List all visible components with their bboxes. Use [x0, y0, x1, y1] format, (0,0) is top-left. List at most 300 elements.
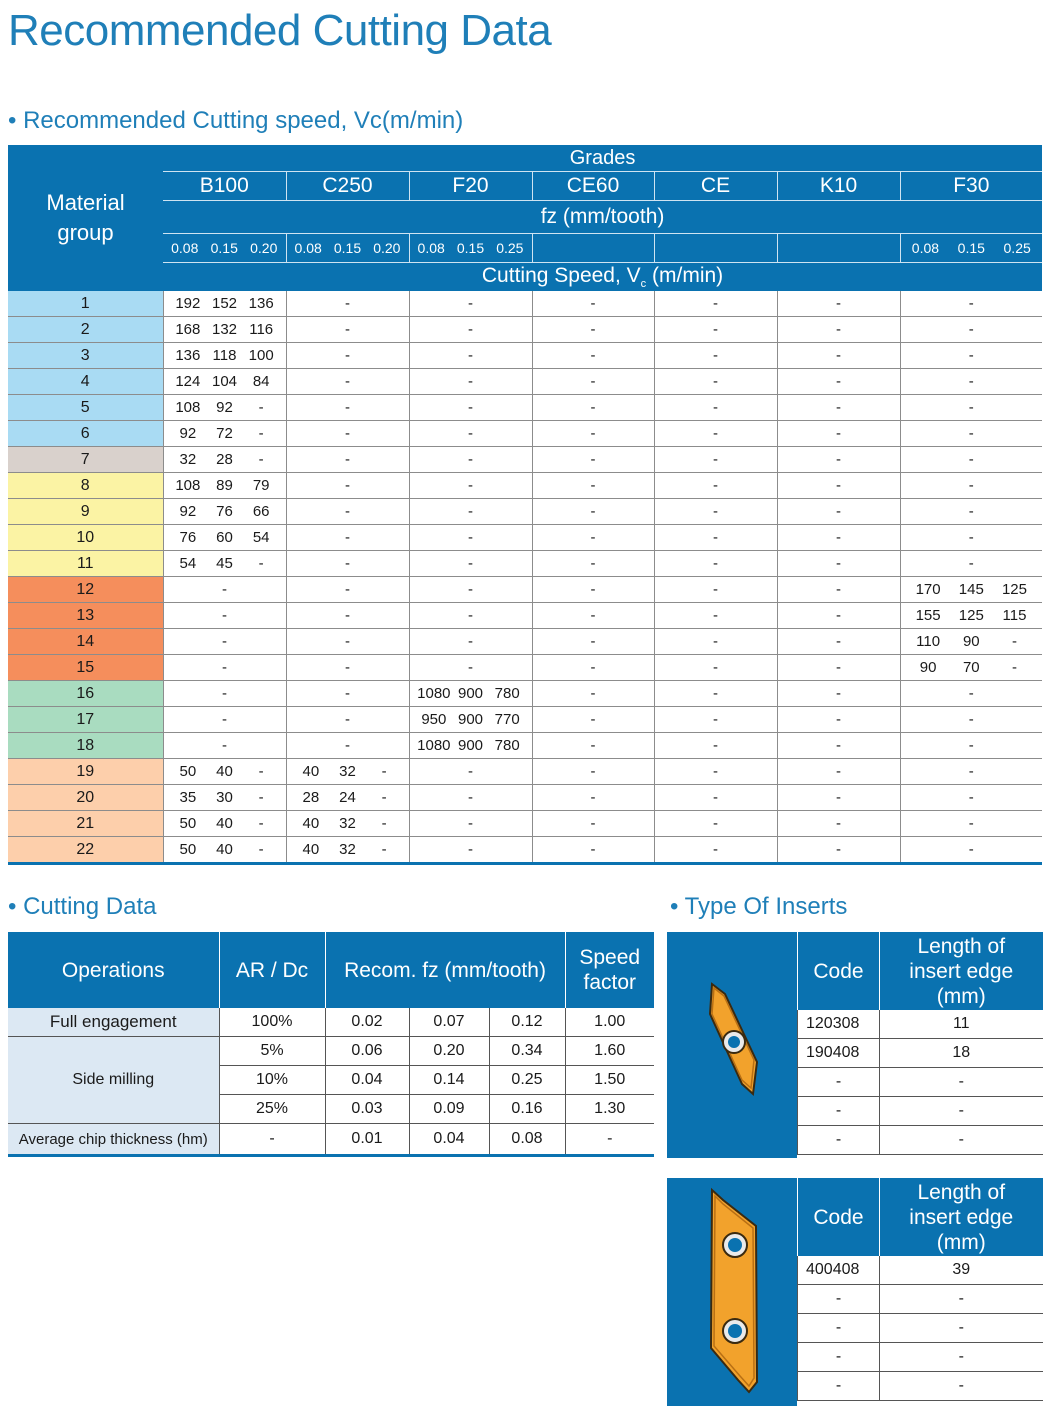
insert-code: 190408	[798, 1039, 880, 1068]
fz-values-f30	[900, 234, 1042, 263]
speed-cell: -	[286, 395, 409, 421]
speed-value: -	[381, 841, 387, 858]
speed-cell: -	[532, 603, 654, 629]
material-group-cell: 19	[8, 759, 163, 785]
speed-cell: -	[654, 499, 777, 525]
speed-value: 92	[179, 503, 197, 520]
speed-cell: -	[777, 499, 900, 525]
speed-cell: -	[532, 499, 654, 525]
speed-value: 770	[494, 711, 520, 728]
fz-header: fz (mm/tooth)	[163, 201, 1042, 234]
speed-cell: -	[654, 733, 777, 759]
speed-cell: -	[654, 629, 777, 655]
speed-value: 108	[175, 399, 201, 416]
speed-cell: -	[532, 759, 654, 785]
speed-value: 170	[915, 581, 941, 598]
material-group-cell: 2	[8, 317, 163, 343]
speed-cell	[409, 681, 532, 707]
speed-cell: -	[409, 343, 532, 369]
insert-edge-length: -	[880, 1097, 1043, 1126]
speed-cell: -	[532, 811, 654, 837]
speed-cell: -	[409, 603, 532, 629]
speed-cell: -	[532, 837, 654, 864]
speed-value: 32	[339, 763, 356, 780]
speed-cell: -	[654, 551, 777, 577]
speed-cell: -	[777, 707, 900, 733]
speed-cell: -	[654, 421, 777, 447]
insert-table	[797, 932, 1043, 1155]
fz-value: 0.08	[294, 240, 322, 256]
speed-cell: -	[777, 525, 900, 551]
speed-cell: -	[163, 603, 286, 629]
speed-value: -	[258, 815, 264, 832]
speed-cell: -	[409, 291, 532, 317]
table-row	[8, 837, 1042, 864]
speed-cell: -	[777, 733, 900, 759]
speed-cell: -	[532, 525, 654, 551]
table-row	[8, 811, 1042, 837]
table-row	[8, 343, 1042, 369]
speed-cell: -	[532, 343, 654, 369]
insert-edge-length: -	[880, 1126, 1043, 1155]
speed-cell: -	[900, 447, 1042, 473]
fz-value: 0.34	[489, 1037, 565, 1066]
speed-value: 92	[179, 425, 197, 442]
section-title-cutting-speed: • Recommended Cutting speed, Vc(m/min)	[8, 107, 464, 134]
speed-cell	[409, 733, 532, 759]
speed-value: -	[258, 763, 264, 780]
grade-header-ce60: CE60	[532, 172, 654, 201]
speed-cell: -	[286, 629, 409, 655]
fz-value: 0.04	[325, 1066, 409, 1095]
speed-cell: -	[900, 421, 1042, 447]
speed-cell: -	[777, 603, 900, 629]
table-row	[8, 759, 1042, 785]
speed-cell	[900, 629, 1042, 655]
table-row	[8, 785, 1042, 811]
speed-value: 132	[211, 321, 238, 338]
table-row	[798, 1097, 1043, 1126]
speed-cell	[163, 759, 286, 785]
speed-value: 104	[211, 373, 238, 390]
speed-cell	[900, 603, 1042, 629]
speed-cell: -	[654, 447, 777, 473]
speed-factor-value: 1.00	[565, 1008, 654, 1037]
material-group-cell: 11	[8, 551, 163, 577]
insert-code: -	[798, 1097, 880, 1126]
table-row	[8, 655, 1042, 681]
speed-cell: -	[409, 759, 532, 785]
speed-cell: -	[409, 447, 532, 473]
speed-cell: -	[654, 525, 777, 551]
speed-cell: -	[777, 421, 900, 447]
table-row	[798, 1039, 1043, 1068]
table-row	[798, 1010, 1043, 1039]
speed-cell: -	[286, 369, 409, 395]
speed-cell: -	[409, 811, 532, 837]
material-group-cell: 21	[8, 811, 163, 837]
speed-value: 116	[249, 321, 274, 338]
speed-cell: -	[532, 707, 654, 733]
fz-value: 0.20	[250, 240, 278, 256]
speed-cell: -	[654, 837, 777, 864]
speed-cell: -	[532, 447, 654, 473]
speed-cell	[163, 421, 286, 447]
speed-factor-value: 1.30	[565, 1095, 654, 1124]
speed-value: 100	[248, 347, 274, 364]
fz-value: 0.15	[456, 240, 485, 256]
speed-cell: -	[777, 317, 900, 343]
speed-cell: -	[777, 655, 900, 681]
speed-cell: -	[409, 629, 532, 655]
table-row	[8, 733, 1042, 759]
speed-cell	[163, 473, 286, 499]
insert-edge-length: 39	[880, 1256, 1043, 1285]
fz-value: 0.16	[489, 1095, 565, 1124]
ar-dc-value: -	[219, 1124, 325, 1156]
fz-values-b100	[163, 234, 286, 263]
speed-cell: -	[654, 603, 777, 629]
fz-values-c250	[286, 234, 409, 263]
speed-value: 30	[216, 789, 233, 806]
speed-cell: -	[654, 811, 777, 837]
speed-value: 40	[302, 815, 320, 832]
table-row	[8, 577, 1042, 603]
speed-value: -	[381, 763, 387, 780]
speed-cell	[163, 811, 286, 837]
speed-cell: -	[654, 707, 777, 733]
speed-cell: -	[409, 551, 532, 577]
speed-cell: -	[286, 707, 409, 733]
speed-cell: -	[532, 577, 654, 603]
fz-value: 0.25	[489, 1066, 565, 1095]
speed-value: 900	[457, 711, 484, 728]
speed-value: 110	[916, 633, 941, 650]
speed-factor-value: 1.60	[565, 1037, 654, 1066]
speed-cell: -	[900, 551, 1042, 577]
table-row	[8, 1037, 654, 1066]
speed-value: 108	[175, 477, 201, 494]
speed-cell: -	[286, 603, 409, 629]
speed-cell	[163, 551, 286, 577]
speed-value: 1080	[417, 685, 451, 702]
table-row	[8, 499, 1042, 525]
fz-value: 0.15	[333, 240, 362, 256]
speed-cell: -	[409, 317, 532, 343]
recom-fz-header: Recom. fz (mm/tooth)	[325, 932, 565, 1008]
speed-factor-value: 1.50	[565, 1066, 654, 1095]
speed-cell: -	[163, 733, 286, 759]
table-row	[8, 681, 1042, 707]
speed-value: 125	[1001, 581, 1027, 598]
cutting-speed-table	[8, 145, 1042, 865]
speed-cell	[286, 759, 409, 785]
speed-cell: -	[900, 473, 1042, 499]
insert-picture-panel	[667, 932, 797, 1158]
speed-cell: -	[409, 421, 532, 447]
speed-value: -	[258, 555, 264, 572]
fz-value: 0.08	[171, 240, 199, 256]
table-row	[8, 473, 1042, 499]
material-group-cell: 16	[8, 681, 163, 707]
speed-value: 89	[216, 477, 233, 494]
section-title-cutting-data: • Cutting Data	[8, 893, 157, 920]
speed-factor-header: Speed factor	[565, 932, 654, 1008]
speed-cell: -	[900, 785, 1042, 811]
speed-cell	[163, 837, 286, 864]
speed-value: -	[258, 425, 264, 442]
speed-value: 90	[919, 659, 937, 676]
speed-cell: -	[409, 655, 532, 681]
material-group-cell: 12	[8, 577, 163, 603]
speed-cell: -	[409, 577, 532, 603]
grade-header-f20: F20	[409, 172, 532, 201]
speed-cell	[163, 499, 286, 525]
speed-value: 900	[457, 685, 484, 702]
speed-cell: -	[777, 577, 900, 603]
speed-cell: -	[286, 343, 409, 369]
speed-cell	[163, 785, 286, 811]
speed-value: 70	[962, 659, 980, 676]
insert-code: -	[798, 1126, 880, 1155]
speed-value: 76	[179, 529, 197, 546]
table-row	[798, 1256, 1043, 1285]
speed-value: 40	[216, 763, 233, 780]
speed-value: -	[1011, 633, 1017, 650]
ar-dc-header: AR / Dc	[219, 932, 325, 1008]
material-group-cell: 3	[8, 343, 163, 369]
insert-code: -	[798, 1068, 880, 1097]
insert-code: 400408	[798, 1256, 880, 1285]
speed-cell: -	[654, 577, 777, 603]
speed-cell	[163, 291, 286, 317]
material-group-cell: 14	[8, 629, 163, 655]
speed-value: 28	[216, 451, 233, 468]
material-group-cell: 13	[8, 603, 163, 629]
speed-cell: -	[163, 681, 286, 707]
table-row	[8, 629, 1042, 655]
insert-picture-panel	[667, 1178, 797, 1406]
speed-value: 1080	[417, 737, 451, 754]
speed-cell: -	[777, 551, 900, 577]
speed-value: 136	[248, 295, 274, 312]
speed-cell: -	[532, 291, 654, 317]
insert-block-long	[667, 1178, 1042, 1406]
speed-cell: -	[900, 525, 1042, 551]
fz-value: 0.25	[496, 240, 524, 256]
speed-cell	[163, 525, 286, 551]
speed-value: 118	[212, 347, 237, 364]
speed-value: 50	[179, 841, 197, 858]
material-group-cell: 17	[8, 707, 163, 733]
speed-value: -	[258, 451, 264, 468]
insert-edge-length: 11	[880, 1010, 1043, 1039]
fz-value: 0.07	[409, 1008, 489, 1037]
table-row	[8, 369, 1042, 395]
ar-dc-value: 10%	[219, 1066, 325, 1095]
speed-value: 50	[179, 763, 197, 780]
speed-cell	[900, 577, 1042, 603]
speed-cell: -	[900, 395, 1042, 421]
speed-cell: -	[286, 473, 409, 499]
material-group-cell: 1	[8, 291, 163, 317]
insert-code: 120308	[798, 1010, 880, 1039]
speed-cell: -	[409, 395, 532, 421]
table-row	[8, 421, 1042, 447]
page-title: Recommended Cutting Data	[8, 6, 552, 55]
fz-values-ce	[654, 234, 777, 263]
speed-value: 60	[216, 529, 233, 546]
speed-value: 168	[175, 321, 201, 338]
material-group-cell: 8	[8, 473, 163, 499]
speed-cell: -	[163, 655, 286, 681]
cutting-data-table	[8, 932, 654, 1157]
table-row	[798, 1314, 1043, 1343]
grade-header-c250: C250	[286, 172, 409, 201]
speed-value: 28	[302, 789, 320, 806]
table-row	[8, 291, 1042, 317]
grade-header-k10: K10	[777, 172, 900, 201]
grades-header: Grades	[163, 145, 1042, 172]
speed-cell: -	[532, 655, 654, 681]
table-row	[8, 707, 1042, 733]
speed-value: 72	[216, 425, 233, 442]
table-row	[8, 603, 1042, 629]
speed-value: -	[1011, 659, 1017, 676]
speed-cell: -	[286, 499, 409, 525]
speed-cell	[286, 785, 409, 811]
grade-header-f30: F30	[900, 172, 1042, 201]
speed-factor-value: -	[565, 1124, 654, 1156]
fz-values-k10	[777, 234, 900, 263]
insert-block-rhombic	[667, 932, 1042, 1158]
speed-value: 32	[339, 815, 356, 832]
section-title-inserts: • Type Of Inserts	[670, 893, 848, 920]
table-row	[798, 1343, 1043, 1372]
table-row	[8, 525, 1042, 551]
speed-cell: -	[654, 395, 777, 421]
speed-cell: -	[777, 369, 900, 395]
speed-cell	[900, 655, 1042, 681]
speed-cell: -	[532, 681, 654, 707]
speed-cell: -	[532, 551, 654, 577]
speed-value: 125	[958, 607, 984, 624]
speed-value: 40	[216, 815, 233, 832]
fz-value: 0.14	[409, 1066, 489, 1095]
fz-values-f20	[409, 234, 532, 263]
fz-value: 0.08	[489, 1124, 565, 1156]
speed-cell	[286, 811, 409, 837]
speed-cell: -	[900, 499, 1042, 525]
material-group-cell: 7	[8, 447, 163, 473]
insert-edge-length: 18	[880, 1039, 1043, 1068]
table-row	[798, 1372, 1043, 1401]
speed-cell	[286, 837, 409, 864]
operation-label: Average chip thickness (hm)	[8, 1124, 219, 1156]
speed-cell: -	[532, 473, 654, 499]
fz-value: 0.08	[911, 240, 940, 256]
speed-cell: -	[532, 785, 654, 811]
speed-cell: -	[532, 629, 654, 655]
table-row	[798, 1126, 1043, 1155]
speed-value: 90	[962, 633, 980, 650]
long-insert-icon	[667, 1178, 797, 1406]
table-row	[8, 395, 1042, 421]
speed-value: 780	[494, 737, 520, 754]
fz-value: 0.20	[409, 1037, 489, 1066]
fz-values-ce60	[532, 234, 654, 263]
speed-value: 50	[179, 815, 197, 832]
table-row	[8, 551, 1042, 577]
speed-value: -	[381, 815, 387, 832]
insert-code: -	[798, 1372, 880, 1401]
speed-cell: -	[900, 369, 1042, 395]
speed-cell: -	[777, 629, 900, 655]
insert-table	[797, 1178, 1043, 1401]
speed-value: -	[381, 789, 387, 806]
speed-value: 155	[915, 607, 941, 624]
speed-cell: -	[286, 421, 409, 447]
insert-edge-length: -	[880, 1314, 1043, 1343]
speed-cell: -	[654, 317, 777, 343]
insert-edge-length: -	[880, 1285, 1043, 1314]
speed-cell: -	[900, 291, 1042, 317]
speed-cell: -	[777, 681, 900, 707]
grade-header-b100: B100	[163, 172, 286, 201]
speed-cell	[163, 343, 286, 369]
speed-value: 900	[457, 737, 484, 754]
speed-value: 32	[339, 841, 356, 858]
speed-cell: -	[163, 707, 286, 733]
table-row	[8, 1008, 654, 1037]
speed-cell: -	[900, 733, 1042, 759]
fz-value: 0.09	[409, 1095, 489, 1124]
fz-value: 0.20	[373, 240, 401, 256]
operations-header: Operations	[8, 932, 219, 1008]
speed-value: 136	[175, 347, 201, 364]
speed-cell: -	[654, 291, 777, 317]
insert-code: -	[798, 1314, 880, 1343]
speed-cell: -	[286, 525, 409, 551]
speed-cell: -	[409, 473, 532, 499]
speed-value: 92	[216, 399, 233, 416]
speed-value: 66	[252, 503, 270, 520]
code-header: Code	[798, 932, 880, 1010]
speed-cell	[163, 317, 286, 343]
speed-value: 45	[216, 555, 233, 572]
speed-cell: -	[777, 837, 900, 864]
speed-cell: -	[777, 811, 900, 837]
insert-edge-length: -	[880, 1068, 1043, 1097]
fz-value: 0.06	[325, 1037, 409, 1066]
speed-value: -	[258, 399, 264, 416]
speed-cell: -	[532, 733, 654, 759]
speed-value: 40	[216, 841, 233, 858]
insert-code: -	[798, 1285, 880, 1314]
speed-value: 32	[179, 451, 197, 468]
speed-cell: -	[654, 681, 777, 707]
speed-cell	[163, 395, 286, 421]
length-header: Length of insert edge (mm)	[880, 1178, 1043, 1256]
operation-label: Side milling	[8, 1037, 219, 1124]
speed-value: 950	[421, 711, 447, 728]
material-group-cell: 18	[8, 733, 163, 759]
speed-cell: -	[286, 551, 409, 577]
fz-value: 0.15	[957, 240, 985, 256]
fz-value: 0.02	[325, 1008, 409, 1037]
speed-value: 24	[339, 789, 356, 806]
speed-cell: -	[900, 317, 1042, 343]
